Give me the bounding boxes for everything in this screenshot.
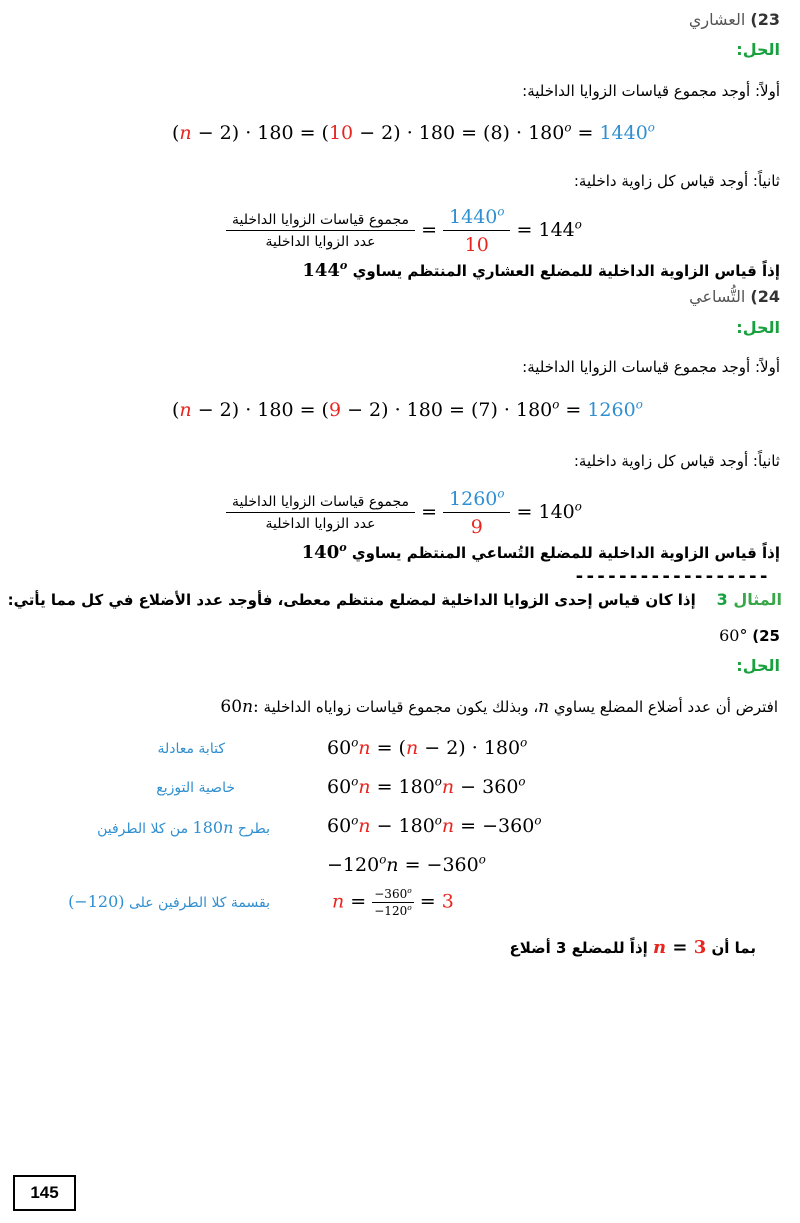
- q25-step1-math: $60^on = (n - 2) \cdot 180^o$: [327, 735, 528, 759]
- q25-assume: افترض أن عدد أضلاع المضلع يساوي n، وبذلك يكون مجموع قياسات زواياه الداخلية 60n:: [220, 697, 778, 717]
- q24-conclusion-text: إذاً قياس الزاوية الداخلية للمضلع التُساعي المنتظم يساوي: [351, 544, 780, 562]
- q24-conclusion-angle: 140: [301, 542, 340, 563]
- q25-step5-note-math: (−120): [68, 892, 125, 911]
- q23-result: 144: [538, 219, 575, 241]
- q25-step1-note: كتابة معادلة: [157, 741, 225, 757]
- q25-conclusion-pre: بما أن: [711, 939, 756, 957]
- q23-step1: أولاً: أوجد مجموع قياسات الزوايا الداخلية:: [522, 82, 780, 100]
- q25-conclusion: بما أن n = 3 إذاً للمضلع 3 أضلاع: [509, 937, 756, 958]
- example3-label-text: المثال: [733, 590, 782, 609]
- q24-title: التُّساعي: [689, 287, 746, 306]
- q25-step3-note: بطرح 180n من كلا الطرفين: [97, 818, 270, 837]
- q25-assume-mid: ، وبذلك يكون مجموع قياسات زواياه الداخلية: [263, 698, 539, 716]
- q23-word-fraction: [226, 212, 415, 250]
- q24-angle-equation: $\frac{\text{مجموع قياسات الزوايا الداخلية}}{\text{عدد الزوايا الداخلية}}$ = $\frac{1260^o}{9}$ = $140^o$: [226, 488, 582, 538]
- q25-assume-text: افترض أن عدد أضلاع المضلع يساوي: [553, 698, 778, 716]
- q24-n-value: 9: [328, 399, 342, 421]
- q24-step1: أولاً: أوجد مجموع قياسات الزوايا الداخلية:: [522, 358, 780, 376]
- q25-conclusion-post: إذاً للمضلع 3 أضلاع: [509, 939, 648, 957]
- q24-heading: [689, 287, 780, 306]
- q25-step2-math: $60^on = 180^on - 360^o$: [327, 774, 526, 798]
- q23-sum-equation: $(n - 2) \cdot 180 = (10 - 2) \cdot 180 = (8) \cdot 180^o = 1440^o$: [172, 120, 655, 144]
- q23-frac-n: 10: [464, 234, 489, 256]
- q23-frac-den-text: عدد الزوايا الداخلية: [265, 234, 376, 250]
- q25-step5-math: n = $\frac{-360^o}{-120^o}$ = 3: [332, 886, 454, 918]
- q25-conclusion-value: 3: [693, 937, 707, 958]
- q24-step2: ثانياً: أوجد قياس كل زاوية داخلية:: [573, 452, 780, 470]
- q25-solution-label: الحل:: [736, 656, 780, 675]
- q23-angle-equation: $\frac{\text{مجموع قياسات الزوايا الداخلية}}{\text{عدد الزوايا الداخلية}}$ = $\frac{1440^o}{10}$ = $144^o$: [226, 206, 582, 256]
- q23-title: العشاري: [688, 10, 746, 29]
- example3-text: إذا كان قياس إحدى الزوايا الداخلية لمضلع منتظم معطى، فأوجد عدد الأضلاع في كل مما يأتي:: [7, 591, 696, 609]
- section-separator: ------------------: [574, 566, 770, 587]
- q25-step3-math: $60^on - 180^on = -360^o$: [327, 813, 542, 837]
- q25-step5-note-a: بقسمة كلا الطرفين على: [128, 895, 270, 911]
- q24-frac-n: 9: [470, 516, 483, 538]
- q23-frac-sum: 1440: [449, 206, 498, 228]
- q24-result: 140: [538, 501, 575, 523]
- q24-number: 24): [750, 287, 780, 306]
- q23-heading: [689, 10, 780, 29]
- q23-conclusion: إذاً قياس الزاوية الداخلية للمضلع العشاري المنتظم يساوي 144$^o$: [302, 258, 780, 281]
- q25-step3-note-a: بطرح: [237, 821, 270, 837]
- q25-assume-expr: 60: [220, 697, 243, 717]
- q23-frac-num-text: مجموع قياسات الزوايا الداخلية: [226, 212, 415, 231]
- q23-conclusion-angle: 144: [302, 260, 340, 281]
- example3-line: [8, 590, 782, 609]
- q24-num-fraction: $\frac{1260^o}{9}$: [443, 488, 510, 538]
- q23-step2: ثانياً: أوجد قياس كل زاوية داخلية:: [573, 172, 780, 190]
- q24-sum: 1260: [587, 399, 636, 421]
- q24-diff: 7: [478, 399, 491, 421]
- q24-frac-den-text: عدد الزوايا الداخلية: [265, 516, 376, 532]
- q25-step5-note: [68, 892, 270, 911]
- q23-diff: 8: [490, 122, 503, 144]
- q24-solution-label: الحل:: [736, 318, 780, 337]
- q25-angle: 60°: [719, 626, 748, 645]
- example3-label: [717, 590, 782, 609]
- q23-num-fraction: $\frac{1440^o}{10}$: [443, 206, 510, 256]
- q24-sum-equation: $(n - 2) \cdot 180 = (9 - 2) \cdot 180 = (7) \cdot 180^o = 1260^o$: [172, 397, 643, 421]
- q24-word-fraction: [226, 494, 415, 532]
- page-number: 145: [13, 1175, 76, 1211]
- q24-frac-num-text: مجموع قياسات الزوايا الداخلية: [226, 494, 415, 513]
- q25-heading: [719, 626, 780, 645]
- q25-step4-math: $-120^on = -360^o$: [327, 852, 486, 876]
- q25-step3-note-b: من كلا الطرفين: [97, 821, 189, 837]
- q23-n-value: 10: [328, 122, 354, 144]
- q23-number: 23): [750, 10, 780, 29]
- q25-number: (25: [752, 627, 780, 645]
- q24-frac-sum: 1260: [449, 488, 498, 510]
- q24-conclusion: إذاً قياس الزاوية الداخلية للمضلع التُساعي المنتظم يساوي 140$^o$: [301, 540, 780, 563]
- q23-conclusion-text: إذاً قياس الزاوية الداخلية للمضلع العشاري المنتظم يساوي: [352, 262, 780, 280]
- q25-step2-note: خاصية التوزيع: [156, 780, 235, 796]
- example3-label-number: 3: [716, 590, 728, 609]
- q23-sum: 1440: [599, 122, 648, 144]
- q25-step3-note-math: 180: [192, 818, 224, 837]
- q23-solution-label: الحل:: [736, 40, 780, 59]
